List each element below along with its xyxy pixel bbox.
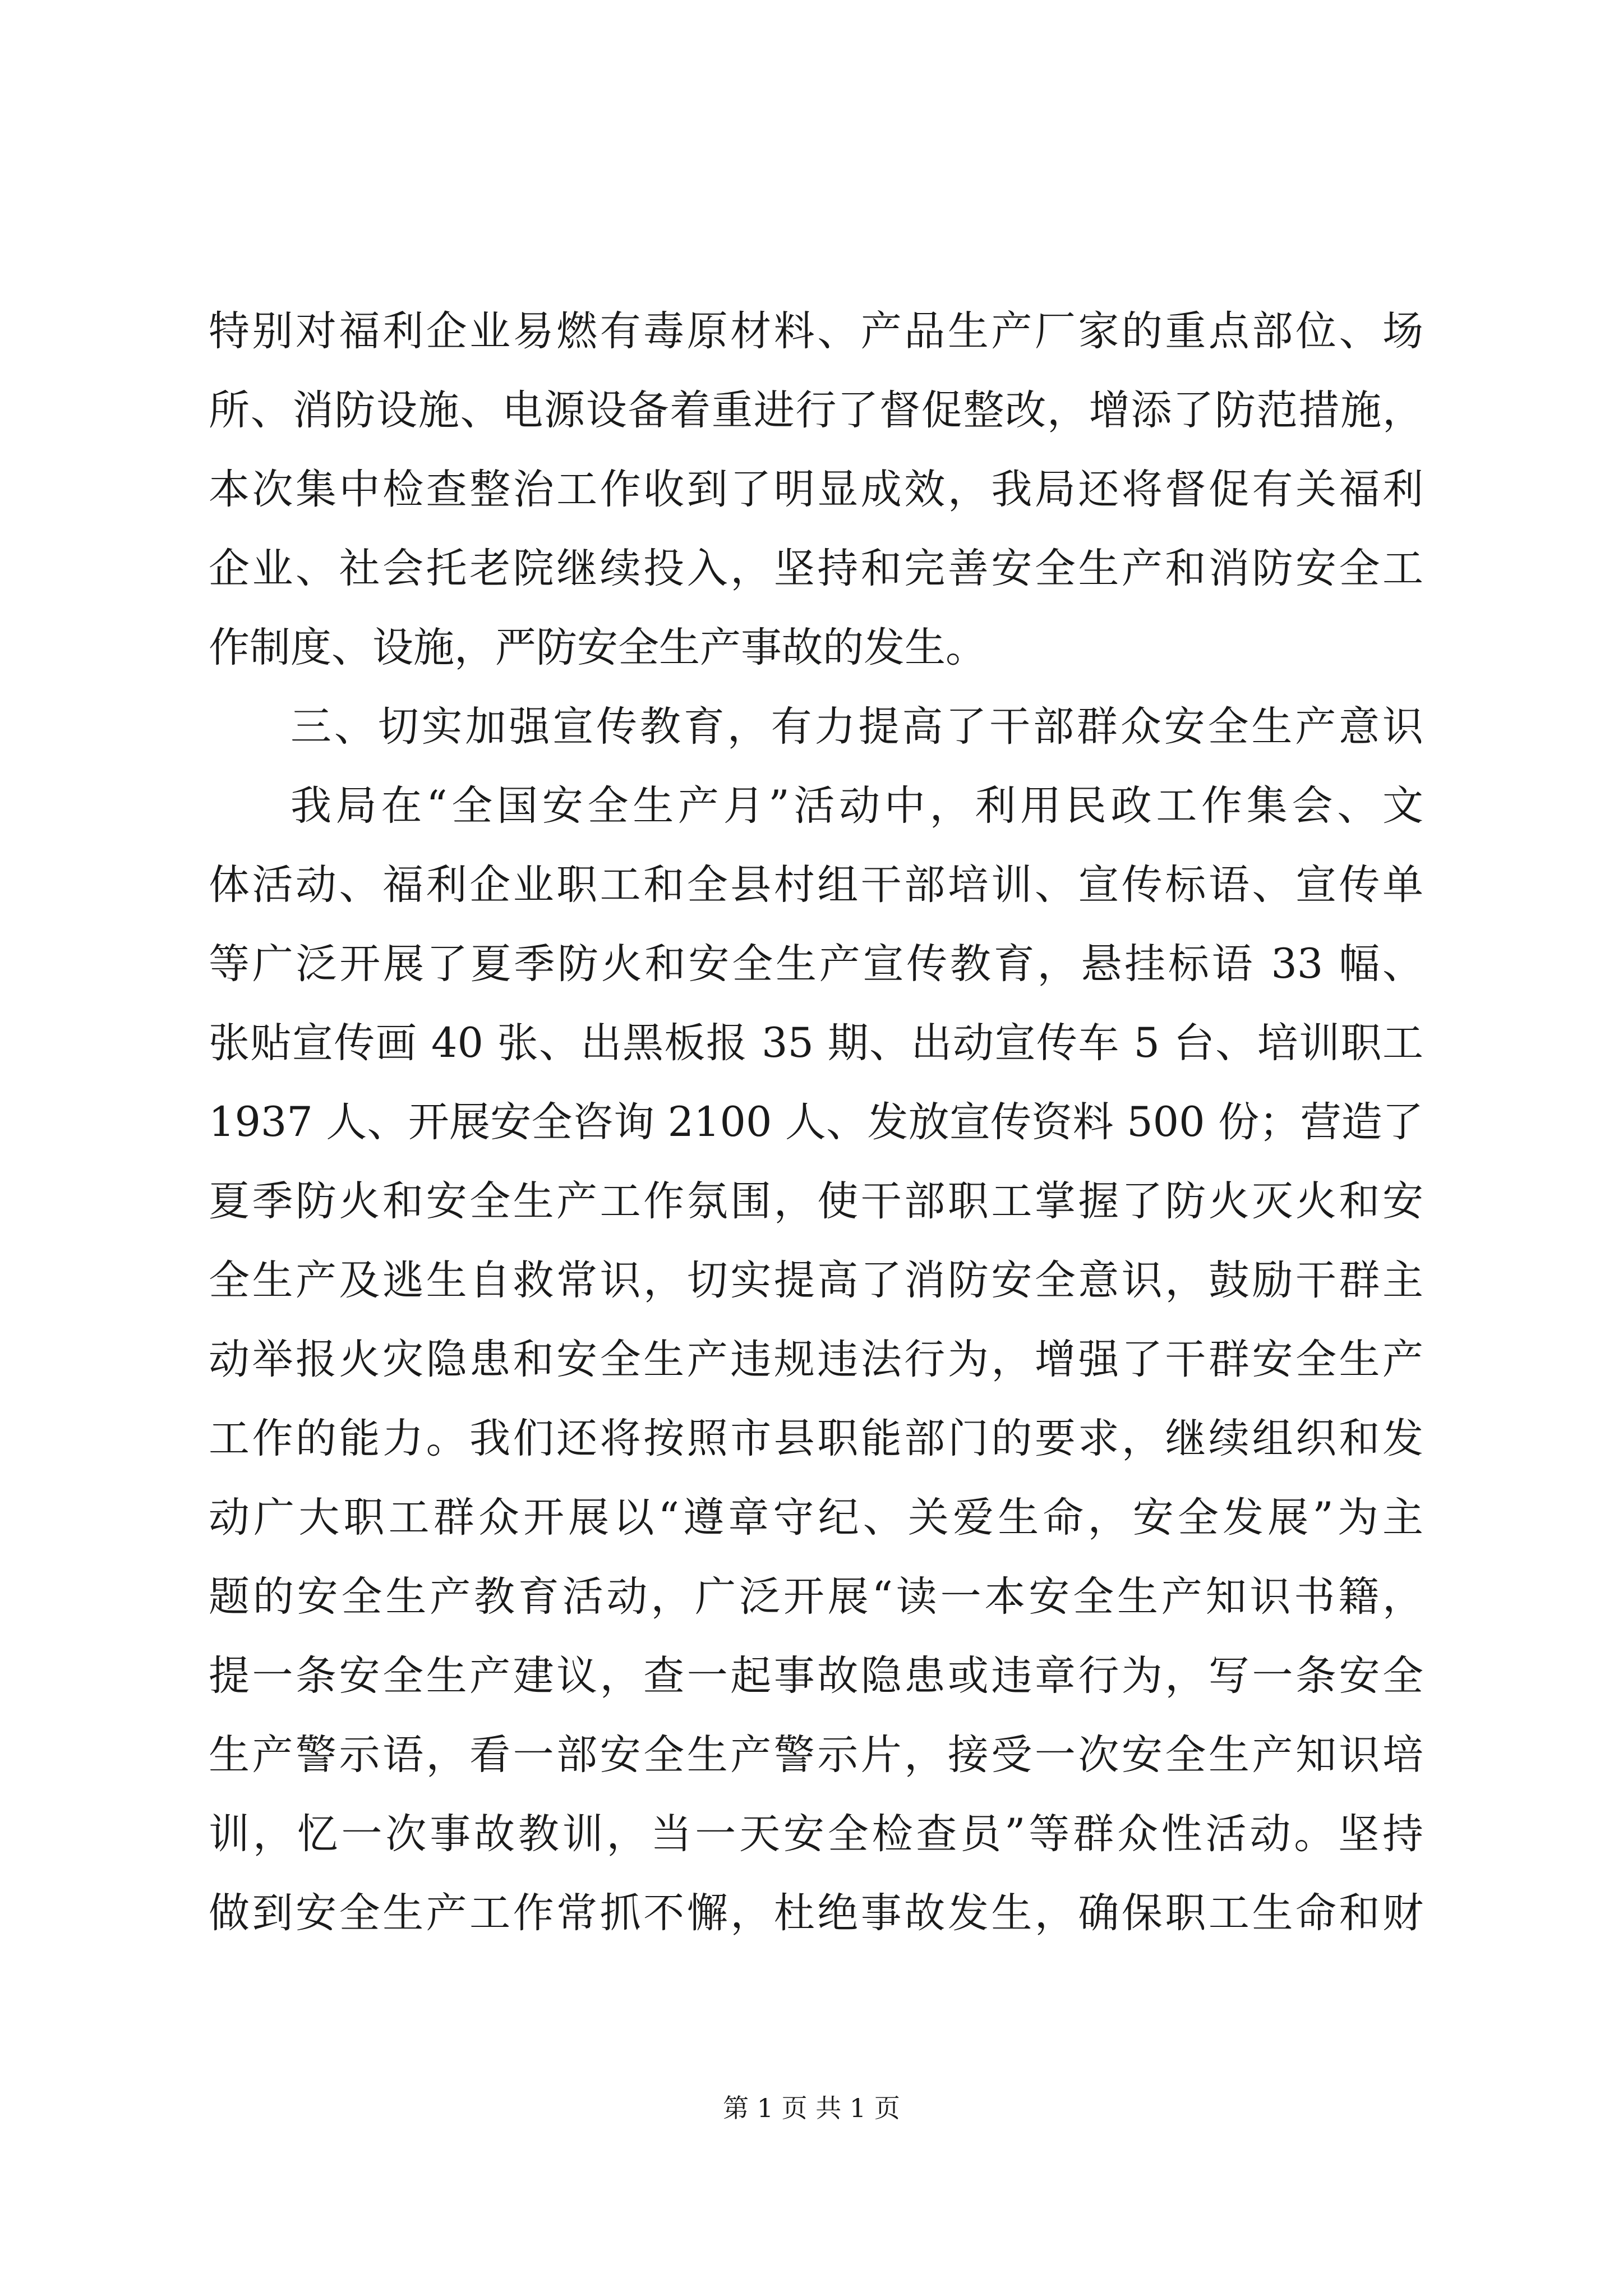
text-line: 题的安全生产教育活动，广泛开展“读一本安全生产知识书籍， [209,1573,1423,1621]
text-line: 夏季防火和安全生产工作氛围，使干部职工掌握了防火灭火和安 [209,1177,1423,1225]
text-line: 特别对福利企业易燃有毒原材料、产品生产厂家的重点部位、场 [209,307,1423,355]
text-line: 工作的能力。我们还将按照市县职能部门的要求，继续组织和发 [209,1415,1423,1462]
text-line: 全生产及逃生自救常识，切实提高了消防安全意识，鼓励干群主 [209,1257,1423,1304]
text-line: 动广大职工群众开展以“遵章守纪、关爱生命，安全发展”为主 [209,1494,1423,1542]
text-line: 训，忆一次事故教训，当一天安全检查员”等群众性活动。坚持 [209,1810,1423,1858]
text-line: 企业、社会托老院继续投入，坚持和完善安全生产和消防安全工 [209,545,1423,592]
text-line: 张贴宣传画 40 张、出黑板报 35 期、出动宣传车 5 台、培训职工 [209,1019,1423,1067]
text-line: 等广泛开展了夏季防火和安全生产宣传教育，悬挂标语 33 幅、 [209,940,1423,988]
text-line: 作制度、设施，严防安全生产事故的发生。 [209,624,986,671]
text-line: 所、消防设施、电源设备着重进行了督促整改，增添了防范措施， [209,386,1423,434]
text-line: 生产警示语，看一部安全生产警示片，接受一次安全生产知识培 [209,1731,1423,1779]
text-line: 1937 人、开展安全咨询 2100 人、发放宣传资料 500 份；营造了 [209,1098,1423,1146]
text-line: 我局在“全国安全生产月”活动中，利用民政工作集会、文 [291,782,1423,830]
text-line: 体活动、福利企业职工和全县村组干部培训、宣传标语、宣传单 [209,861,1423,909]
text-line: 本次集中检查整治工作收到了明显成效，我局还将督促有关福利 [209,466,1423,513]
section-heading: 三、切实加强宣传教育，有力提高了干部群众安全生产意识 [291,703,1423,751]
text-line: 做到安全生产工作常抓不懈，杜绝事故发生，确保职工生命和财 [209,1889,1423,1937]
text-line: 提一条安全生产建议，查一起事故隐患或违章行为，写一条安全 [209,1652,1423,1700]
page-footer: 第 1 页 共 1 页 [723,2093,900,2123]
document-body [209,292,1423,1953]
text-line: 动举报火灾隐患和安全生产违规违法行为，增强了干群安全生产 [209,1336,1423,1383]
